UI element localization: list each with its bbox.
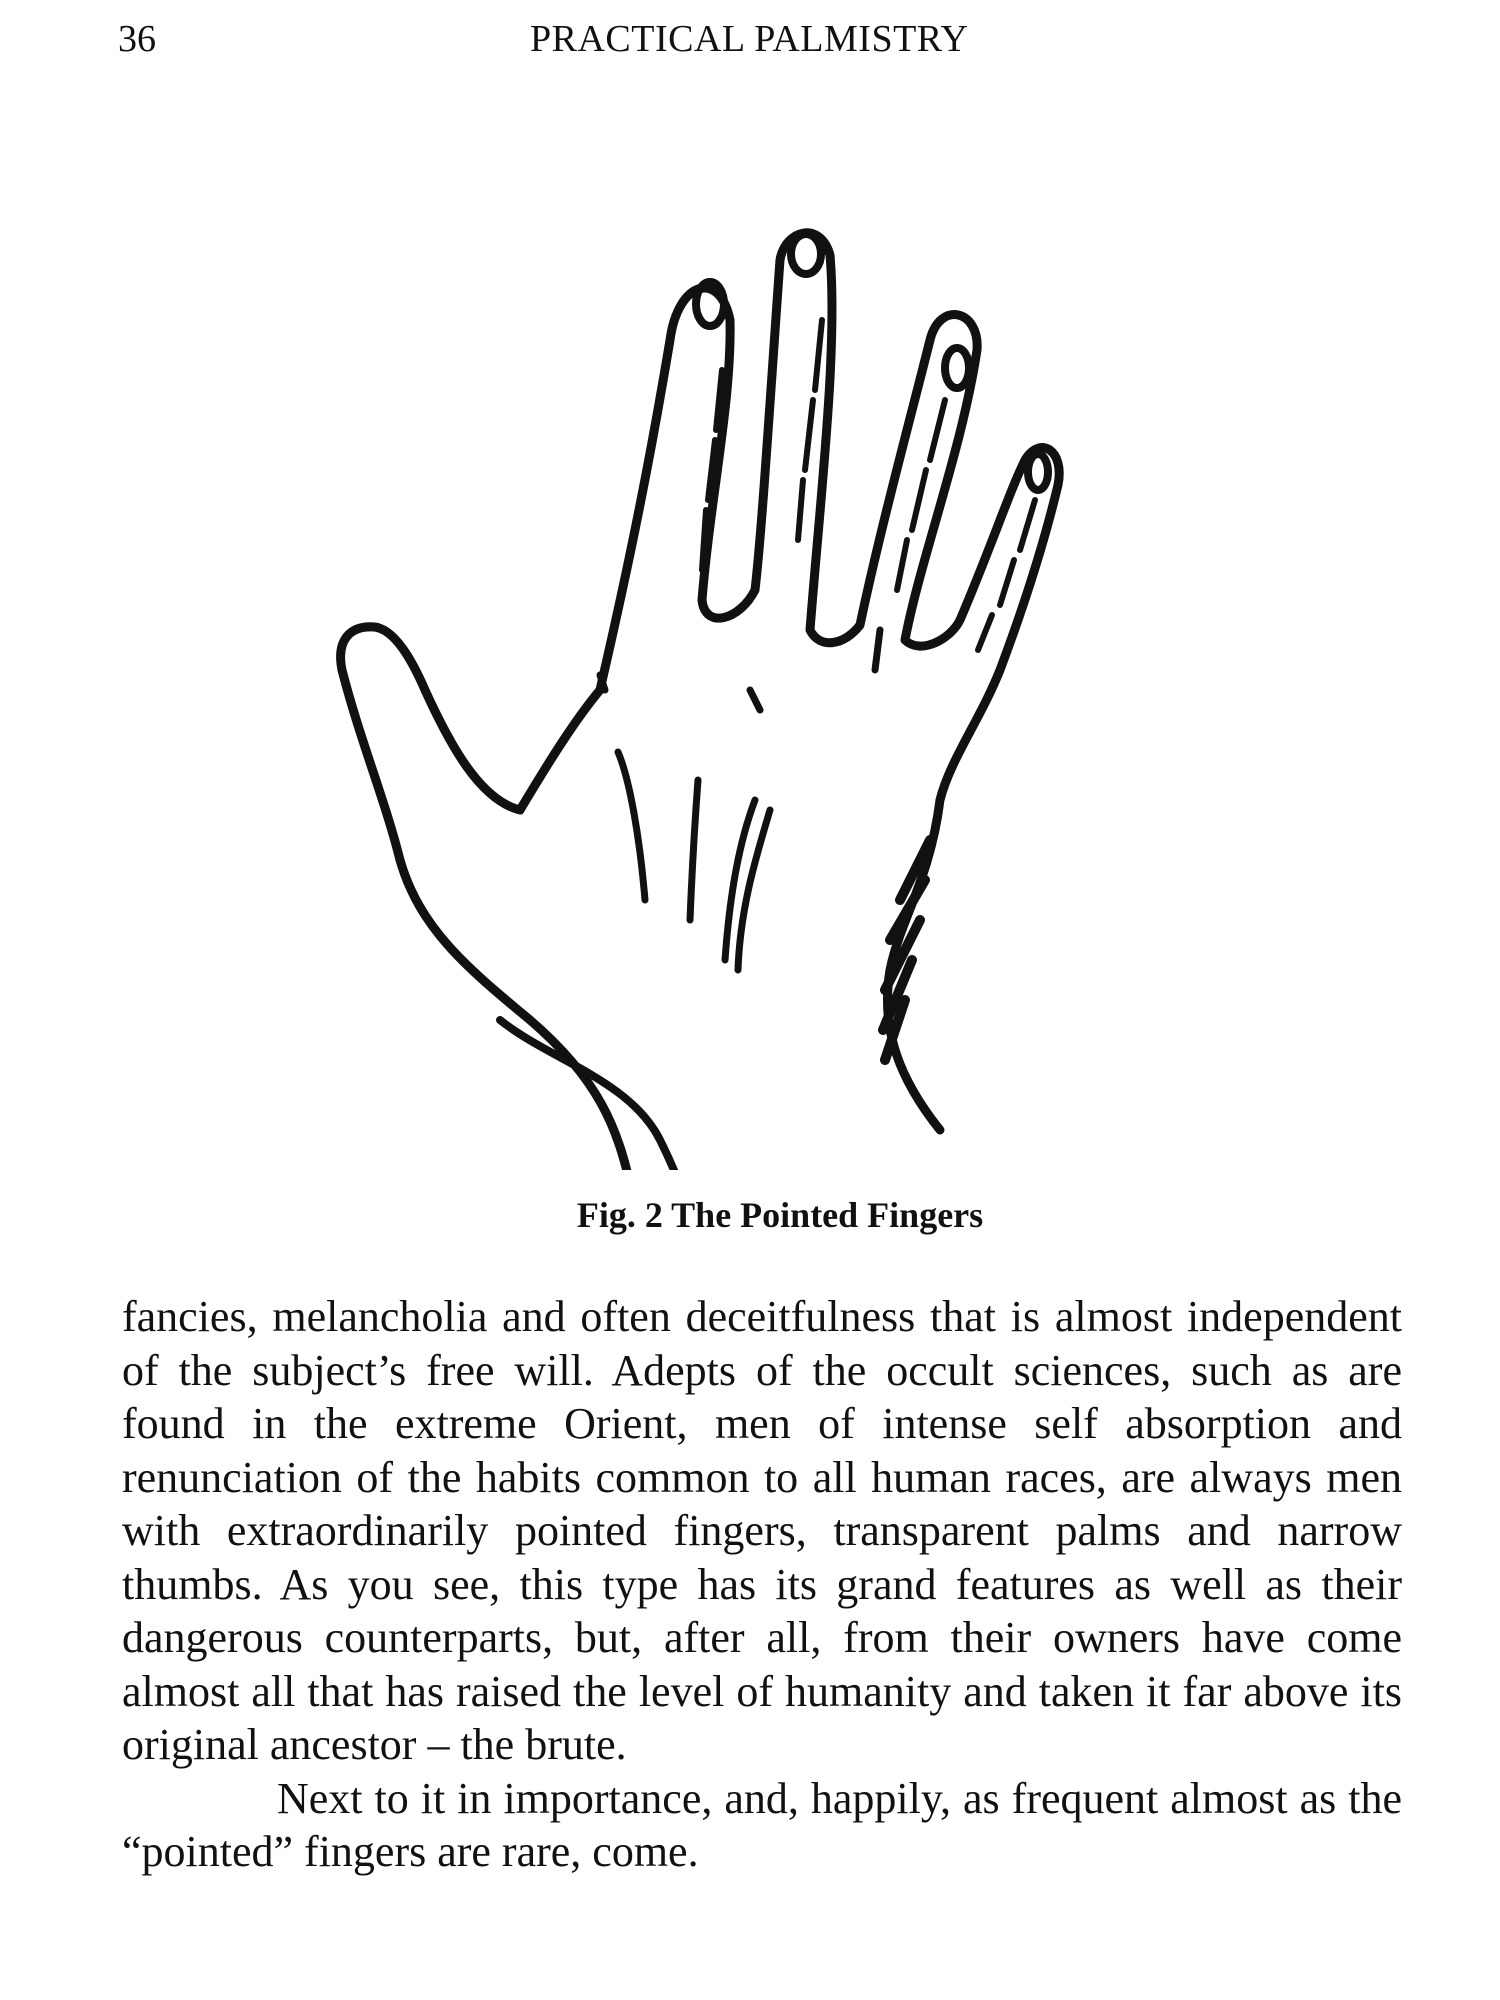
page-number: 36 [118,18,156,60]
nail-ring [945,348,969,388]
nail-little [1028,454,1048,490]
body-text [122,1290,1402,1879]
palm-lines [600,630,880,970]
figure-caption: Fig. 2 The Pointed Fingers [576,1195,984,1235]
hand-outline [341,233,1060,1170]
running-head: PRACTICAL PALMISTRY [530,18,969,60]
paragraph: Next to it in importance, and, happily, as frequent almost as the “pointed” fingers are rare, come. [122,1773,1402,1876]
paragraph: fancies, melancholia and often deceitfulness that is almost independent of the subject’s free will. Adepts of the occult sciences, such as are found in the extreme Orient, men of intense self absorption and renunciation of the habits common to all human races, are always men with extraordinarily pointed fingers, transparent palms and narrow thumbs. As you see, this type has its grand features as well as their dangerous counterparts, but, after all, from their owners have come almost all that has raised the level of humanity and taken it far above its original ancestor – the brute. [122,1292,1402,1769]
nail-middle [791,234,821,274]
hand-illustration [300,200,1200,1170]
